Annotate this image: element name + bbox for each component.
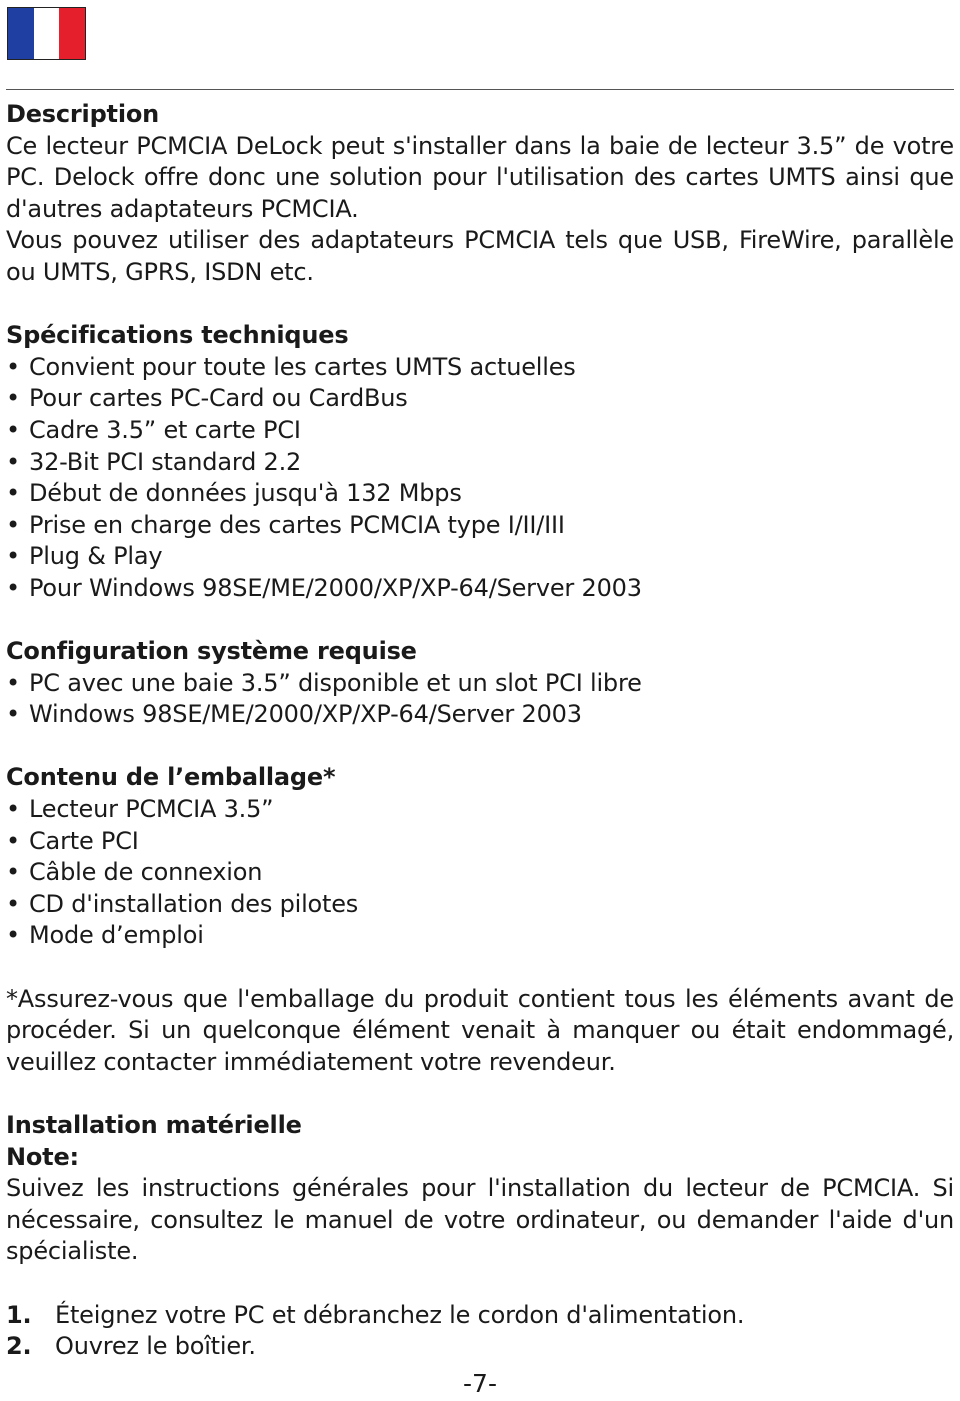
list-item: • Câble de connexion [6, 857, 954, 889]
list-item: • CD d'installation des pilotes [6, 889, 954, 921]
manual-page-body [6, 99, 954, 1363]
flag-red-stripe [59, 8, 85, 59]
list-item: • Convient pour toute les cartes UMTS actuelles [6, 352, 954, 384]
list-item: • Mode d’emploi [6, 920, 954, 952]
installation-steps [6, 1300, 954, 1363]
list-item: • Windows 98SE/ME/2000/XP/XP-64/Server 2003 [6, 699, 954, 731]
specs-heading: Spécifications techniques [6, 321, 349, 350]
step-number: 2. [6, 1332, 32, 1361]
list-item: • 32-Bit PCI standard 2.2 [6, 447, 954, 479]
french-flag-icon [7, 7, 86, 60]
list-item: • Cadre 3.5” et carte PCI [6, 415, 954, 447]
note-label: Note: [6, 1142, 79, 1171]
description-paragraph: Ce lecteur PCMCIA DeLock peut s'installer dans la baie de lecteur 3.5” de votre PC. Delock offre donc une solution pour l'utilisation des cartes UMTS ainsi que d'autres adaptateurs PCMCIA. [6, 131, 954, 223]
package-footnote: *Assurez-vous que l'emballage du produit contient tous les éléments avant de procéder. Si un quelconque élément venait à manquer ou était endommagé, veuillez contacter immédiatement votre revendeur. [6, 984, 954, 1076]
step-text: Éteignez votre PC et débranchez le cordon d'alimentation. [55, 1300, 745, 1329]
header-divider [6, 89, 954, 90]
requirements-heading: Configuration système requise [6, 637, 417, 666]
flag-white-stripe [34, 8, 60, 59]
list-item: • Carte PCI [6, 826, 954, 858]
list-item: • Plug & Play [6, 541, 954, 573]
description-paragraph: Vous pouvez utiliser des adaptateurs PCMCIA tels que USB, FireWire, parallèle ou UMTS, GPRS, ISDN etc. [6, 226, 954, 286]
list-item: • Début de données jusqu'à 132 Mbps [6, 478, 954, 510]
list-item: • Prise en charge des cartes PCMCIA type I/II/III [6, 510, 954, 542]
specs-list [6, 352, 954, 605]
list-item: • Pour cartes PC-Card ou CardBus [6, 383, 954, 415]
package-heading: Contenu de l’emballage* [6, 763, 336, 792]
package-list [6, 794, 954, 952]
requirements-list [6, 668, 954, 731]
description-heading: Description [6, 100, 160, 128]
list-item: • Lecteur PCMCIA 3.5” [6, 794, 954, 826]
flag-blue-stripe [8, 8, 34, 59]
list-item: • PC avec une baie 3.5” disponible et un slot PCI libre [6, 668, 954, 700]
list-item [6, 1331, 954, 1363]
list-item: • Pour Windows 98SE/ME/2000/XP/XP-64/Server 2003 [6, 573, 954, 605]
page-number: -7- [463, 1369, 497, 1398]
step-number: 1. [6, 1300, 32, 1329]
installation-heading: Installation matérielle [6, 1111, 302, 1139]
note-text: Suivez les instructions générales pour l'installation du lecteur de PCMCIA. Si nécessaire, consultez le manuel de votre ordinateur, ou demander l'aide d'un spécialiste. [6, 1174, 954, 1266]
list-item [6, 1300, 954, 1332]
step-text: Ouvrez le boîtier. [55, 1332, 256, 1361]
